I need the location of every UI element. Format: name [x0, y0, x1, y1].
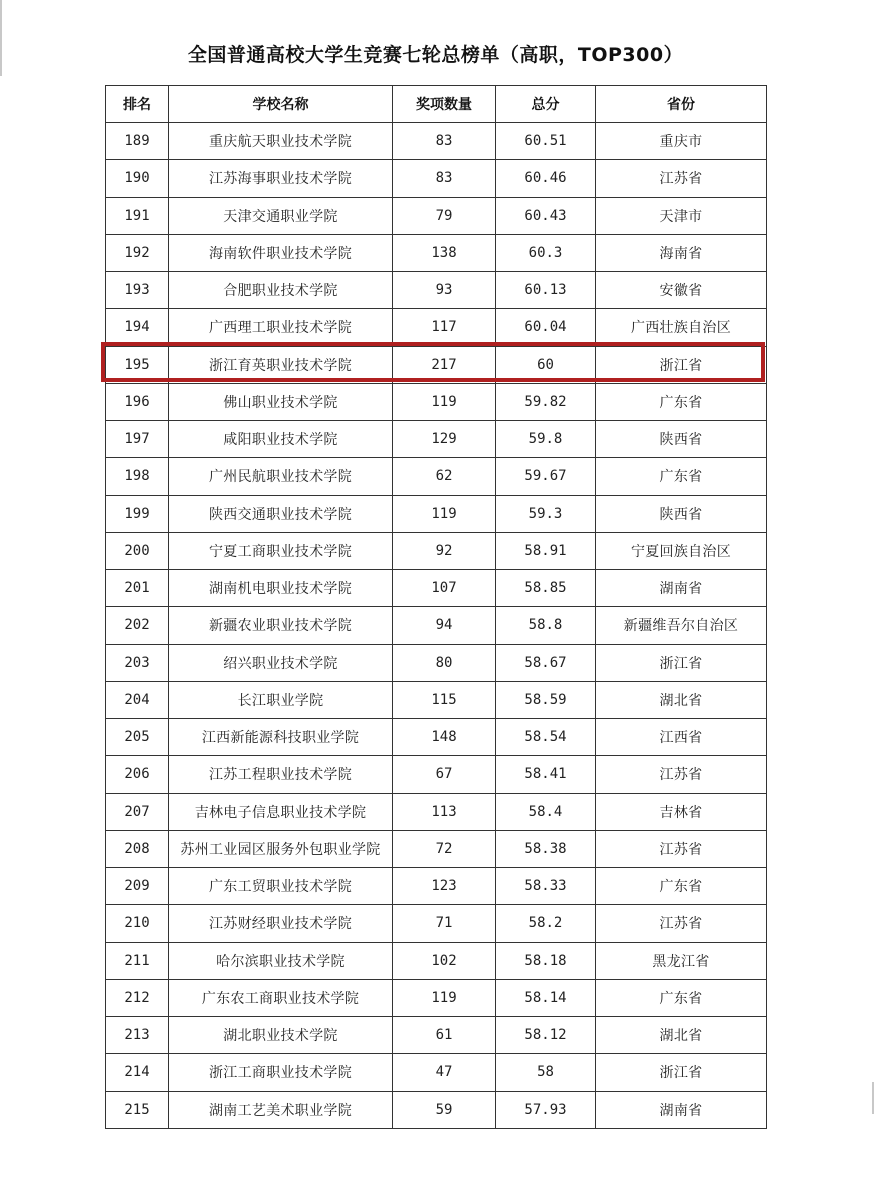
cell-total-score: 58.54: [496, 719, 596, 756]
cell-school-name: 湖南工艺美术职业学院: [169, 1091, 393, 1128]
cell-award-count: 148: [393, 719, 496, 756]
cell-award-count: 119: [393, 979, 496, 1016]
cell-province: 重庆市: [596, 123, 767, 160]
cell-school-name: 新疆农业职业技术学院: [169, 607, 393, 644]
cell-rank: 200: [106, 532, 169, 569]
table-row: [106, 495, 767, 532]
column-header-province: 省份: [596, 86, 767, 123]
table-row: [106, 905, 767, 942]
cell-school-name: 海南软件职业技术学院: [169, 234, 393, 271]
cell-award-count: 117: [393, 309, 496, 346]
cell-award-count: 113: [393, 793, 496, 830]
cell-province: 江苏省: [596, 905, 767, 942]
cell-total-score: 58.8: [496, 607, 596, 644]
cell-school-name: 佛山职业技术学院: [169, 383, 393, 420]
cell-rank: 196: [106, 383, 169, 420]
table-row: [106, 1054, 767, 1091]
cell-school-name: 浙江工商职业技术学院: [169, 1054, 393, 1091]
cell-rank: 206: [106, 756, 169, 793]
column-header-rank: 排名: [106, 86, 169, 123]
table-row: [106, 234, 767, 271]
cell-award-count: 119: [393, 383, 496, 420]
cell-province: 陕西省: [596, 421, 767, 458]
cell-award-count: 119: [393, 495, 496, 532]
cell-award-count: 138: [393, 234, 496, 271]
cell-province: 江苏省: [596, 830, 767, 867]
table-body: [106, 123, 767, 1129]
cell-province: 新疆维吾尔自治区: [596, 607, 767, 644]
cell-total-score: 58.41: [496, 756, 596, 793]
cell-award-count: 107: [393, 570, 496, 607]
table-header-row: [106, 86, 767, 123]
cell-award-count: 72: [393, 830, 496, 867]
cell-school-name: 吉林电子信息职业技术学院: [169, 793, 393, 830]
cell-award-count: 80: [393, 644, 496, 681]
cell-school-name: 江苏工程职业技术学院: [169, 756, 393, 793]
cell-province: 广东省: [596, 458, 767, 495]
cell-province: 宁夏回族自治区: [596, 532, 767, 569]
cell-total-score: 58.85: [496, 570, 596, 607]
cell-rank: 209: [106, 868, 169, 905]
cell-award-count: 71: [393, 905, 496, 942]
cell-total-score: 58.2: [496, 905, 596, 942]
cell-total-score: 60.51: [496, 123, 596, 160]
cell-rank: 214: [106, 1054, 169, 1091]
cell-award-count: 102: [393, 942, 496, 979]
cell-school-name: 湖北职业技术学院: [169, 1017, 393, 1054]
table-row: [106, 383, 767, 420]
cell-total-score: 59.82: [496, 383, 596, 420]
table-row: [106, 1091, 767, 1128]
cell-rank: 191: [106, 197, 169, 234]
cell-award-count: 67: [393, 756, 496, 793]
cell-rank: 189: [106, 123, 169, 160]
cell-rank: 192: [106, 234, 169, 271]
cell-province: 江苏省: [596, 160, 767, 197]
table-row: [106, 644, 767, 681]
cell-rank: 210: [106, 905, 169, 942]
cell-school-name: 广州民航职业技术学院: [169, 458, 393, 495]
cell-rank: 205: [106, 719, 169, 756]
table-row: [106, 607, 767, 644]
cell-province: 浙江省: [596, 1054, 767, 1091]
cell-school-name: 长江职业学院: [169, 681, 393, 718]
table-row: [106, 532, 767, 569]
cell-rank: 208: [106, 830, 169, 867]
cell-award-count: 129: [393, 421, 496, 458]
cell-school-name: 江西新能源科技职业学院: [169, 719, 393, 756]
cell-school-name: 天津交通职业学院: [169, 197, 393, 234]
table-row: [106, 197, 767, 234]
cell-award-count: 47: [393, 1054, 496, 1091]
column-header-awards: 奖项数量: [393, 86, 496, 123]
cell-school-name: 浙江育英职业技术学院: [169, 346, 393, 383]
cell-province: 江西省: [596, 719, 767, 756]
cell-province: 黑龙江省: [596, 942, 767, 979]
cell-total-score: 58.91: [496, 532, 596, 569]
column-header-school: 学校名称: [169, 86, 393, 123]
cell-award-count: 59: [393, 1091, 496, 1128]
table-row: [106, 942, 767, 979]
cell-province: 湖南省: [596, 570, 767, 607]
cell-province: 湖北省: [596, 681, 767, 718]
page-edge-rule: [0, 0, 2, 76]
table-row: [106, 868, 767, 905]
cell-school-name: 广东农工商职业技术学院: [169, 979, 393, 1016]
cell-rank: 195: [106, 346, 169, 383]
cell-award-count: 94: [393, 607, 496, 644]
cell-school-name: 江苏财经职业技术学院: [169, 905, 393, 942]
table-row: [106, 160, 767, 197]
cell-province: 广东省: [596, 979, 767, 1016]
table-row: [106, 830, 767, 867]
cell-rank: 213: [106, 1017, 169, 1054]
scrollbar-fragment: [872, 1082, 874, 1114]
cell-school-name: 绍兴职业技术学院: [169, 644, 393, 681]
cell-total-score: 58.59: [496, 681, 596, 718]
cell-province: 海南省: [596, 234, 767, 271]
cell-rank: 198: [106, 458, 169, 495]
cell-rank: 202: [106, 607, 169, 644]
table-row: [106, 458, 767, 495]
cell-total-score: 58.18: [496, 942, 596, 979]
cell-school-name: 广东工贸职业技术学院: [169, 868, 393, 905]
cell-total-score: 58.14: [496, 979, 596, 1016]
document-title: 全国普通高校大学生竞赛七轮总榜单（高职，TOP300）: [187, 44, 684, 66]
cell-total-score: 60: [496, 346, 596, 383]
cell-province: 安徽省: [596, 272, 767, 309]
cell-award-count: 83: [393, 123, 496, 160]
table-row: [106, 421, 767, 458]
cell-school-name: 广西理工职业技术学院: [169, 309, 393, 346]
cell-province: 陕西省: [596, 495, 767, 532]
cell-rank: 212: [106, 979, 169, 1016]
cell-total-score: 58.67: [496, 644, 596, 681]
table-row: [106, 272, 767, 309]
table-row-highlighted: [106, 346, 767, 383]
table-row: [106, 123, 767, 160]
cell-total-score: 58: [496, 1054, 596, 1091]
cell-award-count: 61: [393, 1017, 496, 1054]
cell-total-score: 60.3: [496, 234, 596, 271]
cell-rank: 193: [106, 272, 169, 309]
cell-total-score: 60.43: [496, 197, 596, 234]
cell-rank: 207: [106, 793, 169, 830]
cell-province: 广东省: [596, 383, 767, 420]
cell-total-score: 58.12: [496, 1017, 596, 1054]
cell-total-score: 58.38: [496, 830, 596, 867]
cell-province: 天津市: [596, 197, 767, 234]
cell-school-name: 哈尔滨职业技术学院: [169, 942, 393, 979]
table-row: [106, 570, 767, 607]
cell-school-name: 合肥职业技术学院: [169, 272, 393, 309]
cell-rank: 197: [106, 421, 169, 458]
cell-province: 湖北省: [596, 1017, 767, 1054]
cell-award-count: 62: [393, 458, 496, 495]
table-row: [106, 756, 767, 793]
cell-school-name: 宁夏工商职业技术学院: [169, 532, 393, 569]
cell-province: 湖南省: [596, 1091, 767, 1128]
cell-award-count: 217: [393, 346, 496, 383]
cell-rank: 211: [106, 942, 169, 979]
cell-rank: 203: [106, 644, 169, 681]
cell-rank: 199: [106, 495, 169, 532]
cell-rank: 204: [106, 681, 169, 718]
cell-province: 吉林省: [596, 793, 767, 830]
cell-school-name: 咸阳职业技术学院: [169, 421, 393, 458]
ranking-table: [105, 85, 767, 1129]
cell-award-count: 115: [393, 681, 496, 718]
cell-rank: 190: [106, 160, 169, 197]
cell-school-name: 陕西交通职业技术学院: [169, 495, 393, 532]
cell-total-score: 59.8: [496, 421, 596, 458]
cell-province: 浙江省: [596, 644, 767, 681]
cell-award-count: 79: [393, 197, 496, 234]
cell-total-score: 57.93: [496, 1091, 596, 1128]
cell-school-name: 重庆航天职业技术学院: [169, 123, 393, 160]
cell-total-score: 59.3: [496, 495, 596, 532]
cell-province: 广东省: [596, 868, 767, 905]
cell-award-count: 123: [393, 868, 496, 905]
cell-award-count: 92: [393, 532, 496, 569]
cell-total-score: 60.13: [496, 272, 596, 309]
table-row: [106, 309, 767, 346]
cell-rank: 215: [106, 1091, 169, 1128]
cell-province: 浙江省: [596, 346, 767, 383]
table-row: [106, 719, 767, 756]
cell-rank: 194: [106, 309, 169, 346]
cell-total-score: 59.67: [496, 458, 596, 495]
column-header-score: 总分: [496, 86, 596, 123]
cell-total-score: 60.46: [496, 160, 596, 197]
cell-province: 江苏省: [596, 756, 767, 793]
cell-total-score: 58.4: [496, 793, 596, 830]
cell-total-score: 60.04: [496, 309, 596, 346]
cell-school-name: 苏州工业园区服务外包职业学院: [169, 830, 393, 867]
cell-school-name: 湖南机电职业技术学院: [169, 570, 393, 607]
table-row: [106, 979, 767, 1016]
cell-total-score: 58.33: [496, 868, 596, 905]
table-row: [106, 1017, 767, 1054]
table-row: [106, 793, 767, 830]
cell-school-name: 江苏海事职业技术学院: [169, 160, 393, 197]
cell-award-count: 83: [393, 160, 496, 197]
table-row: [106, 681, 767, 718]
cell-rank: 201: [106, 570, 169, 607]
cell-award-count: 93: [393, 272, 496, 309]
cell-province: 广西壮族自治区: [596, 309, 767, 346]
